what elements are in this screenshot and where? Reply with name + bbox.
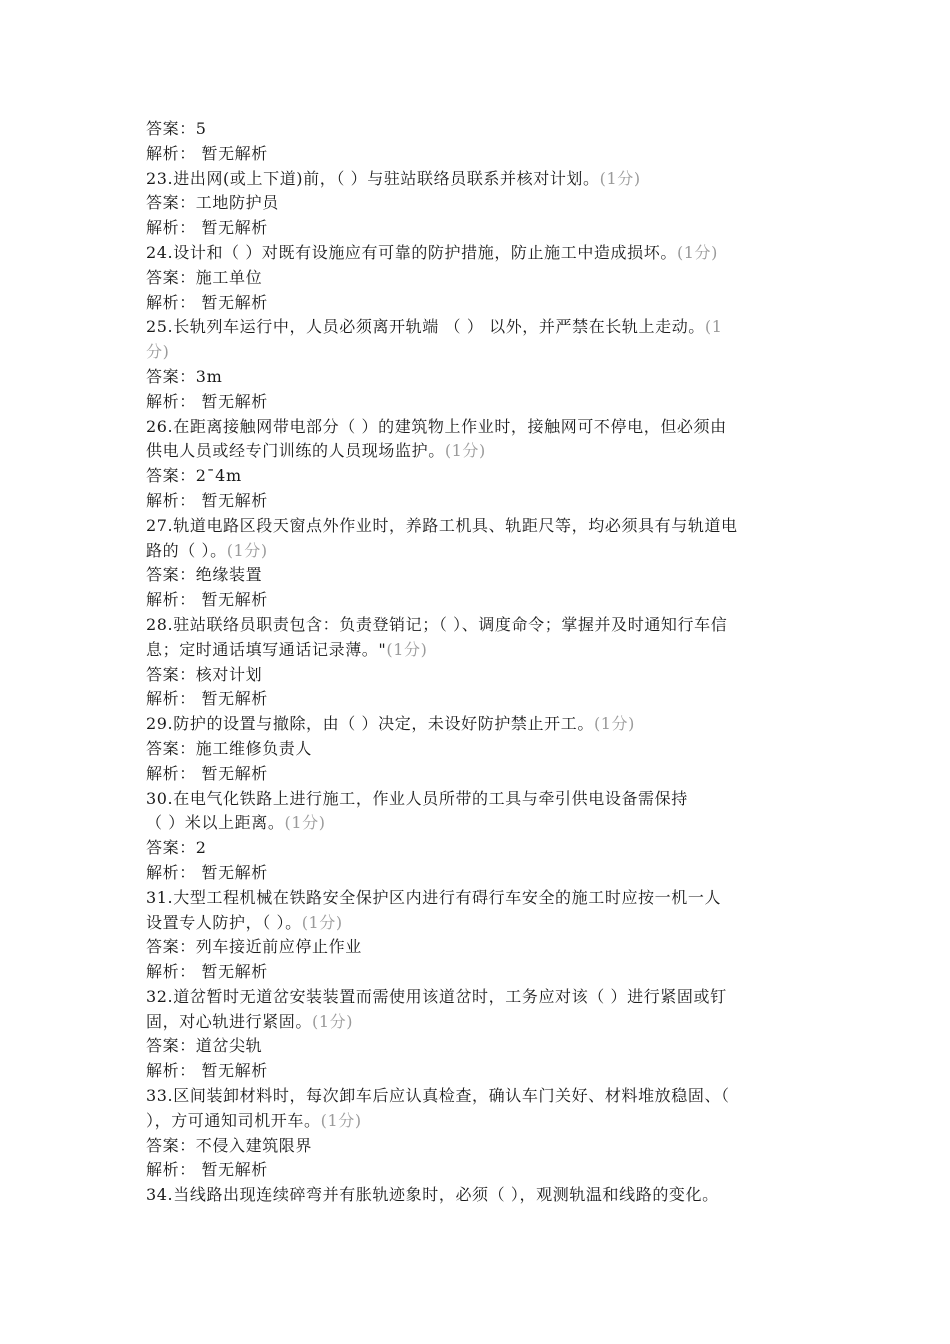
line-text: 解析： 暂无解析 (146, 292, 268, 312)
score-label: (1分) (301, 912, 343, 932)
score-label: (1分) (676, 242, 719, 262)
document-body (146, 117, 806, 1208)
text-line (146, 811, 806, 836)
score-label: (1分) (444, 441, 486, 461)
line-text: 答案：3m (146, 366, 223, 386)
text-line (146, 1158, 806, 1183)
text-line (146, 266, 806, 291)
line-text: （ ）米以上距离。 (146, 813, 285, 833)
line-text: 34.当线路出现连续碎弯并有胀轨迹象时，必须（ ），观测轨温和线路的变化。 (146, 1185, 719, 1205)
text-line (146, 787, 806, 812)
score-label: (1分) (226, 540, 268, 560)
text-line (146, 886, 806, 911)
line-text: 26.在距离接触网带电部分（ ）的建筑物上作业时，接触网可不停电，但必须由 (146, 416, 727, 436)
text-line (146, 142, 806, 167)
text-line (146, 588, 806, 613)
score-label: (1分) (320, 1110, 362, 1130)
text-line (146, 415, 806, 440)
score-label: (1分) (386, 639, 428, 659)
line-text: 29.防护的设置与撤除，由（ ）决定，未设好防护禁止开工。 (146, 714, 594, 734)
text-line (146, 539, 806, 564)
score-label: (1分) (312, 1011, 354, 1031)
line-text: 25.长轨列车运行中，人员必须离开轨端 （ ） 以外，并严禁在长轨上走动。 (146, 317, 705, 337)
line-text: 解析： 暂无解析 (146, 862, 268, 882)
text-line (146, 911, 806, 936)
line-text: 供电人员或经专门训练的人员现场监护。 (146, 441, 445, 461)
text-line (146, 514, 806, 539)
text-line (146, 390, 806, 415)
text-line (146, 1059, 806, 1084)
line-text: 解析： 暂无解析 (146, 763, 268, 783)
text-line (146, 315, 806, 340)
score-label: (1分) (284, 813, 326, 833)
score-label: (1分) (599, 168, 641, 188)
text-line (146, 1183, 806, 1208)
text-line (146, 687, 806, 712)
line-text: 解析： 暂无解析 (146, 590, 268, 610)
line-text: 27.轨道电路区段天窗点外作业时，养路工机具、轨距尺等，均必须具有与轨道电 (146, 515, 738, 535)
line-text: 答案：绝缘装置 (146, 565, 263, 585)
score-label: 分) (146, 342, 170, 362)
line-text: 解析： 暂无解析 (146, 962, 268, 982)
text-line (146, 935, 806, 960)
line-text: 解析： 暂无解析 (146, 1061, 268, 1081)
line-text: ），方可通知司机开车。 (146, 1110, 321, 1130)
text-line (146, 1084, 806, 1109)
line-text: 30.在电气化铁路上进行施工，作业人员所带的工具与牵引供电设备需保持 (146, 788, 688, 808)
text-line (146, 291, 806, 316)
text-line (146, 712, 806, 737)
text-line (146, 191, 806, 216)
line-text: 设置专人防护，（ ）。 (146, 912, 302, 932)
line-text: 答案：不侵入建筑限界 (146, 1135, 313, 1155)
text-line (146, 861, 806, 886)
text-line (146, 563, 806, 588)
text-line (146, 960, 806, 985)
line-text: 解析： 暂无解析 (146, 689, 268, 709)
text-line (146, 663, 806, 688)
text-line (146, 737, 806, 762)
text-line (146, 340, 806, 365)
line-text: 答案：2¯4m (146, 466, 242, 486)
text-line (146, 836, 806, 861)
text-line (146, 365, 806, 390)
text-line (146, 167, 806, 192)
line-text: 固，对心轨进行紧固。 (146, 1011, 313, 1031)
text-line (146, 638, 806, 663)
text-line (146, 489, 806, 514)
text-line (146, 985, 806, 1010)
line-text: 答案：道岔尖轨 (146, 1036, 263, 1056)
line-text: 23.进出网(或上下道)前，（ ）与驻站联络员联系并核对计划。 (146, 168, 600, 188)
line-text: 息；定时通话填写通话记录薄。" (146, 639, 387, 659)
line-text: 33.区间装卸材料时，每次卸车后应认真检查，确认车门关好、材料堆放稳固、（ (146, 1086, 730, 1106)
text-line (146, 439, 806, 464)
line-text: 解析： 暂无解析 (146, 143, 268, 163)
line-text: 答案：列车接近前应停止作业 (146, 937, 362, 957)
text-line (146, 1109, 806, 1134)
line-text: 答案：施工维修负责人 (146, 738, 313, 758)
text-line (146, 762, 806, 787)
line-text: 解析： 暂无解析 (146, 391, 268, 411)
line-text: 答案：5 (146, 119, 207, 138)
line-text: 解析： 暂无解析 (146, 218, 268, 238)
line-text: 解析： 暂无解析 (146, 490, 268, 510)
line-text: 答案：核对计划 (146, 664, 263, 684)
score-label: (1 (704, 317, 723, 337)
line-text: 31.大型工程机械在铁路安全保护区内进行有碍行车安全的施工时应按一机一人 (146, 887, 722, 907)
text-line (146, 613, 806, 638)
text-line (146, 1034, 806, 1059)
text-line (146, 241, 806, 266)
line-text: 答案：工地防护员 (146, 193, 279, 213)
line-text: 32.道岔暂时无道岔安装装置而需使用该道岔时，工务应对该（ ）进行紧固或钉 (146, 986, 727, 1006)
text-line (146, 117, 806, 142)
line-text: 答案：2 (146, 838, 207, 858)
line-text: 28.驻站联络员职责包含：负责登销记；（ ）、调度命令；掌握并及时通知行车信 (146, 614, 728, 634)
text-line (146, 1010, 806, 1035)
text-line (146, 216, 806, 241)
line-text: 路的（ ）。 (146, 540, 227, 560)
line-text: 答案：施工单位 (146, 267, 263, 287)
line-text: 解析： 暂无解析 (146, 1160, 268, 1180)
line-text: 24.设计和（ ）对既有设施应有可靠的防护措施，防止施工中造成损坏。 (146, 242, 677, 262)
text-line (146, 1134, 806, 1159)
score-label: (1分) (593, 714, 636, 734)
text-line (146, 464, 806, 489)
